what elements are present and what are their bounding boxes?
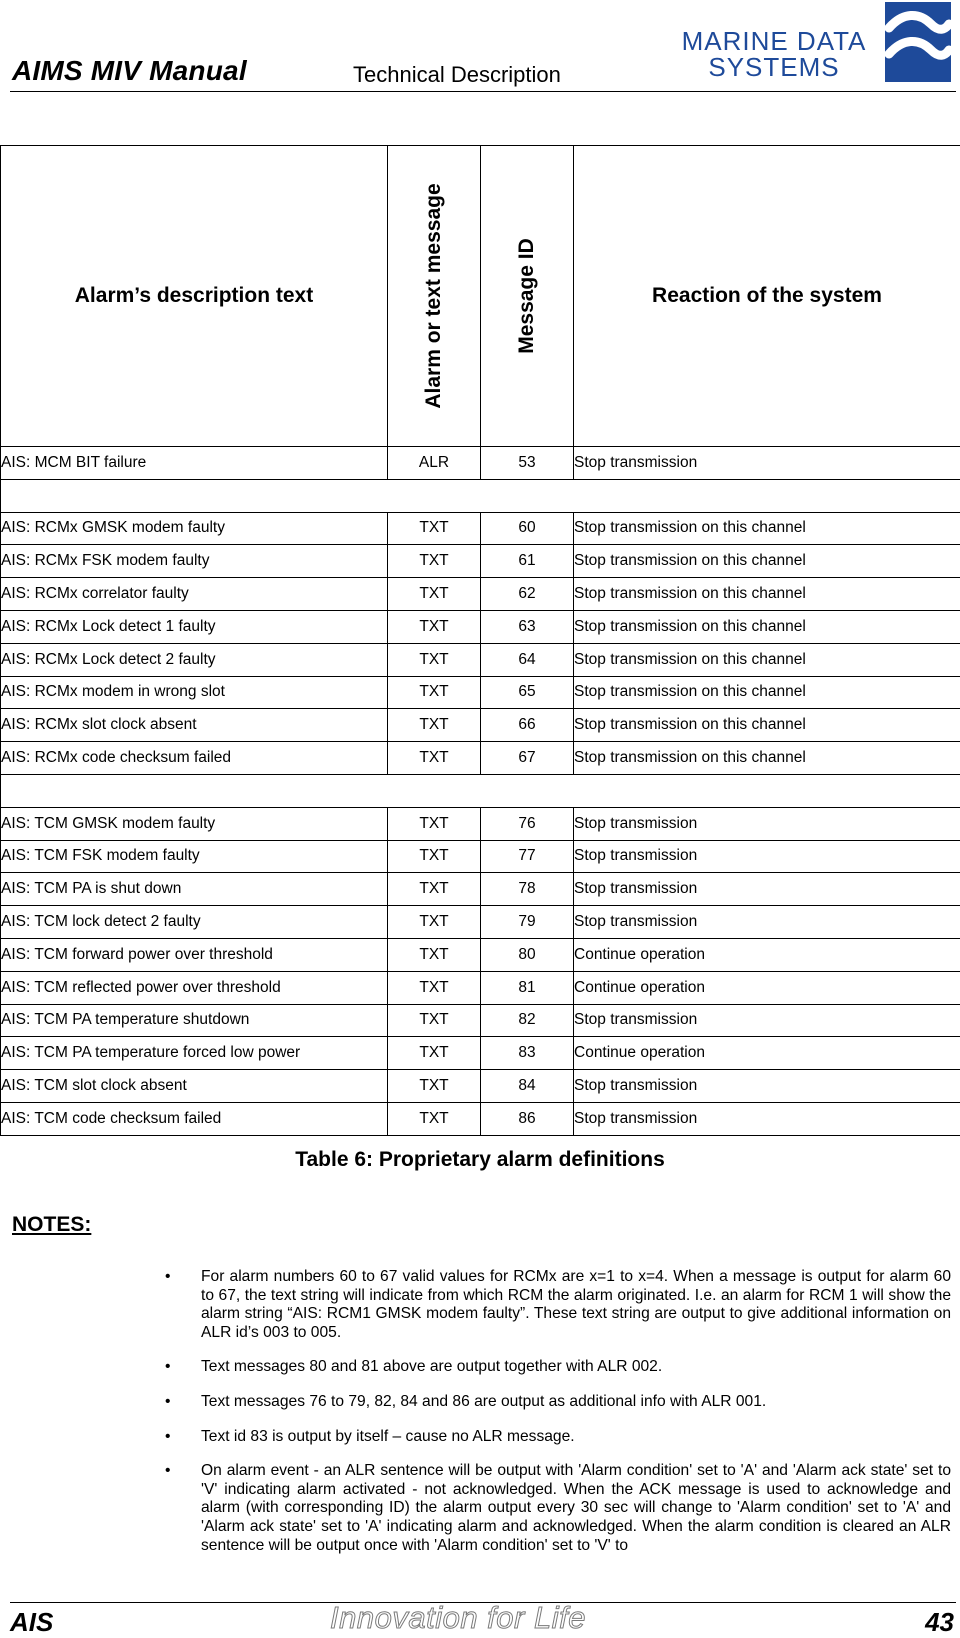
footer-slogan: Innovation for Life — [330, 1600, 586, 1636]
cell-type: ALR — [388, 447, 481, 480]
header-type-label: Alarm or text message — [422, 183, 446, 408]
cell-type: TXT — [388, 873, 481, 906]
spacer-row-cell — [1, 479, 960, 512]
cell-type: TXT — [388, 512, 481, 545]
footer-product: AIS — [10, 1607, 53, 1638]
list-item — [165, 1358, 951, 1377]
table-header-row — [1, 146, 960, 447]
note-text: Text messages 76 to 79, 82, 84 and 86 are output as additional info with ALR 001. — [201, 1393, 766, 1410]
cell-description: AIS: RCMx code checksum failed — [1, 742, 388, 775]
cell-reaction: Stop transmission on this channel — [574, 512, 960, 545]
brand-line-2: SYSTEMS — [674, 54, 874, 80]
table-row — [1, 873, 960, 906]
cell-description: AIS: RCMx Lock detect 2 faulty — [1, 643, 388, 676]
header-description: Alarm’s description text — [1, 146, 388, 447]
cell-reaction: Stop transmission on this channel — [574, 545, 960, 578]
cell-message-id: 82 — [481, 1004, 574, 1037]
cell-message-id: 80 — [481, 938, 574, 971]
cell-reaction: Stop transmission on this channel — [574, 676, 960, 709]
cell-message-id: 53 — [481, 447, 574, 480]
notes-list — [165, 1268, 951, 1571]
cell-type: TXT — [388, 709, 481, 742]
list-item — [165, 1268, 951, 1342]
cell-type: TXT — [388, 1037, 481, 1070]
cell-reaction: Continue operation — [574, 1037, 960, 1070]
cell-description: AIS: TCM FSK modem faulty — [1, 840, 388, 873]
table-caption: Table 6: Proprietary alarm definitions — [0, 1148, 960, 1172]
cell-message-id: 81 — [481, 971, 574, 1004]
header-divider — [10, 91, 956, 92]
list-item — [165, 1393, 951, 1412]
cell-reaction: Continue operation — [574, 971, 960, 1004]
cell-reaction: Stop transmission on this channel — [574, 742, 960, 775]
header-id — [481, 146, 574, 447]
cell-type: TXT — [388, 840, 481, 873]
table-row — [1, 709, 960, 742]
list-item — [165, 1462, 951, 1555]
cell-description: AIS: TCM forward power over threshold — [1, 938, 388, 971]
table-row — [1, 545, 960, 578]
table-row — [1, 1037, 960, 1070]
cell-description: AIS: RCMx Lock detect 1 faulty — [1, 610, 388, 643]
cell-description: AIS: RCMx correlator faulty — [1, 578, 388, 611]
cell-description: AIS: TCM PA temperature forced low power — [1, 1037, 388, 1070]
table-row — [1, 1102, 960, 1135]
cell-reaction: Stop transmission — [574, 1102, 960, 1135]
bullet-icon: • — [165, 1428, 170, 1447]
marine-data-logo-icon — [885, 2, 951, 82]
cell-reaction: Stop transmission — [574, 1004, 960, 1037]
cell-type: TXT — [388, 807, 481, 840]
cell-message-id: 79 — [481, 906, 574, 939]
cell-message-id: 86 — [481, 1102, 574, 1135]
cell-description: AIS: TCM lock detect 2 faulty — [1, 906, 388, 939]
cell-type: TXT — [388, 1070, 481, 1103]
cell-message-id: 62 — [481, 578, 574, 611]
header-type — [388, 146, 481, 447]
cell-type: TXT — [388, 742, 481, 775]
cell-message-id: 77 — [481, 840, 574, 873]
cell-description: AIS: TCM code checksum failed — [1, 1102, 388, 1135]
cell-description: AIS: RCMx FSK modem faulty — [1, 545, 388, 578]
table-row — [1, 774, 960, 807]
cell-type: TXT — [388, 1102, 481, 1135]
cell-reaction: Stop transmission — [574, 807, 960, 840]
table-row — [1, 512, 960, 545]
cell-description: AIS: TCM GMSK modem faulty — [1, 807, 388, 840]
cell-message-id: 84 — [481, 1070, 574, 1103]
cell-description: AIS: TCM PA temperature shutdown — [1, 1004, 388, 1037]
table-row — [1, 742, 960, 775]
cell-reaction: Stop transmission — [574, 873, 960, 906]
document-section: Technical Description — [353, 62, 561, 88]
bullet-icon: • — [165, 1393, 170, 1412]
table-row — [1, 906, 960, 939]
cell-type: TXT — [388, 643, 481, 676]
cell-type: TXT — [388, 906, 481, 939]
cell-reaction: Stop transmission — [574, 840, 960, 873]
cell-reaction: Stop transmission on this channel — [574, 709, 960, 742]
page-header — [0, 0, 960, 95]
cell-type: TXT — [388, 1004, 481, 1037]
bullet-icon: • — [165, 1462, 170, 1481]
cell-message-id: 78 — [481, 873, 574, 906]
cell-message-id: 64 — [481, 643, 574, 676]
table-row — [1, 971, 960, 1004]
table-row — [1, 840, 960, 873]
list-item — [165, 1428, 951, 1447]
cell-description: AIS: MCM BIT failure — [1, 447, 388, 480]
cell-message-id: 66 — [481, 709, 574, 742]
cell-reaction: Stop transmission on this channel — [574, 643, 960, 676]
cell-reaction: Stop transmission on this channel — [574, 578, 960, 611]
cell-message-id: 61 — [481, 545, 574, 578]
cell-reaction: Continue operation — [574, 938, 960, 971]
cell-type: TXT — [388, 938, 481, 971]
notes-heading: NOTES: — [12, 1213, 91, 1237]
header-reaction: Reaction of the system — [574, 146, 960, 447]
cell-type: TXT — [388, 676, 481, 709]
cell-description: AIS: TCM reflected power over threshold — [1, 971, 388, 1004]
brand-name — [674, 28, 874, 80]
cell-description: AIS: RCMx GMSK modem faulty — [1, 512, 388, 545]
note-text: For alarm numbers 60 to 67 valid values for RCMx are x=1 to x=4. When a message is output for alarm 60 to 67, the text string will indicate from which RCM the alarm originated. I.e. an alarm for RCM 1 will show the alarm string “AIS: RCM1 GMSK modem faulty”. These text string are output to give additional information on ALR id’s 003 to 005. — [201, 1268, 951, 1341]
table-row — [1, 479, 960, 512]
table-row — [1, 643, 960, 676]
cell-type: TXT — [388, 971, 481, 1004]
note-text: Text id 83 is output by itself – cause no ALR message. — [201, 1428, 575, 1445]
cell-type: TXT — [388, 610, 481, 643]
cell-type: TXT — [388, 578, 481, 611]
cell-message-id: 76 — [481, 807, 574, 840]
cell-reaction: Stop transmission — [574, 906, 960, 939]
cell-message-id: 60 — [481, 512, 574, 545]
table-row — [1, 807, 960, 840]
cell-description: AIS: TCM PA is shut down — [1, 873, 388, 906]
cell-type: TXT — [388, 545, 481, 578]
cell-reaction: Stop transmission on this channel — [574, 610, 960, 643]
bullet-icon: • — [165, 1268, 170, 1287]
alarm-definitions-table — [0, 145, 960, 1136]
cell-message-id: 65 — [481, 676, 574, 709]
note-text: Text messages 80 and 81 above are output together with ALR 002. — [201, 1358, 662, 1375]
cell-message-id: 83 — [481, 1037, 574, 1070]
spacer-row-cell — [1, 774, 960, 807]
cell-description: AIS: TCM slot clock absent — [1, 1070, 388, 1103]
brand-line-1: MARINE DATA — [674, 28, 874, 54]
cell-message-id: 67 — [481, 742, 574, 775]
document-title: AIMS MIV Manual — [12, 55, 247, 87]
table-row — [1, 938, 960, 971]
note-text: On alarm event - an ALR sentence will be output with 'Alarm condition' set to 'A' and 'Alarm ack state' set to 'V' indicating alarm activated - not acknowledged. When the ACK message is used to acknowledge and alarm (with corresponding ID) the alarm output every 30 sec will change to 'Alarm condition' set to 'A' and 'Alarm ack state' set to 'A' indicating alarm and acknowledged. When the alarm condition is cleared an ALR sentence will be output once with 'Alarm condition' set to 'V' to — [201, 1462, 951, 1553]
cell-reaction: Stop transmission — [574, 447, 960, 480]
table-row — [1, 578, 960, 611]
table-row — [1, 1070, 960, 1103]
header-id-label: Message ID — [515, 238, 539, 354]
cell-reaction: Stop transmission — [574, 1070, 960, 1103]
cell-description: AIS: RCMx modem in wrong slot — [1, 676, 388, 709]
table-row — [1, 676, 960, 709]
table-row — [1, 1004, 960, 1037]
bullet-icon: • — [165, 1358, 170, 1377]
page-number: 43 — [925, 1607, 954, 1638]
cell-description: AIS: RCMx slot clock absent — [1, 709, 388, 742]
table-row — [1, 447, 960, 480]
cell-message-id: 63 — [481, 610, 574, 643]
table-row — [1, 610, 960, 643]
